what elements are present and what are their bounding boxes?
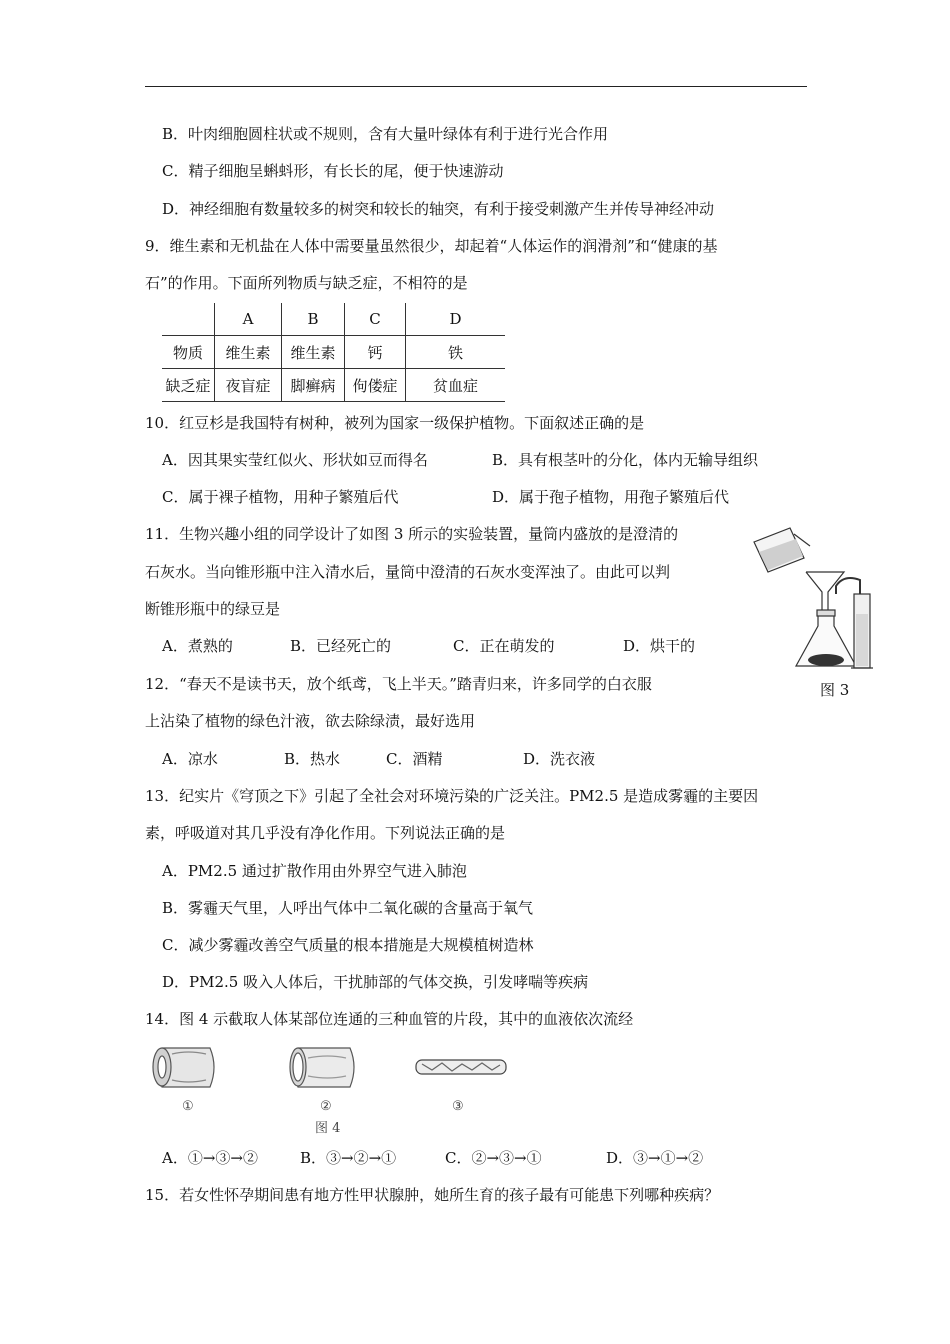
q9-table-cell: 维生素 <box>282 336 345 369</box>
q9-table-cell: 佝偻症 <box>345 369 406 402</box>
q9-table-cell: 物质 <box>162 336 215 369</box>
q9-table-cell: 贫血症 <box>406 369 506 402</box>
q15-stem: 15．若女性怀孕期间患有地方性甲状腺肿，她所生育的孩子最有可能患下列哪种疾病？ <box>145 1186 720 1204</box>
q11-option-c: C．正在萌发的 <box>453 637 555 655</box>
vessel-1-label: ① <box>182 1099 194 1114</box>
q9-table-row-deficiency <box>162 369 505 402</box>
q9-table-cell: 缺乏症 <box>162 369 215 402</box>
q12-option-a: A．凉水 <box>162 750 218 768</box>
q12-stem-line2: 上沾染了植物的绿色汁液，欲去除绿渍，最好选用 <box>145 712 476 730</box>
q10-option-d: D．属于孢子植物，用孢子繁殖后代 <box>492 488 730 506</box>
q13-option-c: C．减少雾霾改善空气质量的根本措施是大规模植树造林 <box>162 936 534 954</box>
q13-option-a: A．PM2.5 通过扩散作用由外界空气进入肺泡 <box>162 862 467 880</box>
vessel-3-capillary-icon <box>412 1056 512 1080</box>
q9-table-cell: 夜盲症 <box>215 369 282 402</box>
q11-stem-line2: 石灰水。当向锥形瓶中注入清水后，量筒中澄清的石灰水变浑浊了。由此可以判 <box>145 563 671 581</box>
q9-stem-line2: 石”的作用。下面所列物质与缺乏症，不相符的是 <box>145 274 468 292</box>
q9-table-row-substance <box>162 336 505 369</box>
q9-table-cell: C <box>345 303 406 336</box>
q12-option-b: B．热水 <box>284 750 341 768</box>
q9-stem-line1: 9．维生素和无机盐在人体中需要量虽然很少，却起着“人体运作的润滑剂”和“健康的基 <box>145 237 718 255</box>
q8-option-c: C．精子细胞呈蝌蚪形，有长长的尾，便于快速游动 <box>162 162 504 180</box>
q13-stem-line2: 素，呼吸道对其几乎没有净化作用。下列说法正确的是 <box>145 824 506 842</box>
figure-3-caption: 图 3 <box>820 681 850 699</box>
q9-table-header-row <box>162 303 505 336</box>
q9-table-cell: A <box>215 303 282 336</box>
q10-stem: 10．红豆杉是我国特有树种，被列为国家一级保护植物。下面叙述正确的是 <box>145 414 645 432</box>
q9-table-cell: 铁 <box>406 336 506 369</box>
q9-table-cell: 钙 <box>345 336 406 369</box>
q13-stem-line1: 13．纪实片《穹顶之下》引起了全社会对环境污染的广泛关注。PM2.5 是造成雾霾的主要因 <box>145 787 759 805</box>
q8-option-b: B．叶肉细胞圆柱状或不规则，含有大量叶绿体有利于进行光合作用 <box>162 125 609 143</box>
q14-option-b: B．③→②→① <box>300 1149 397 1167</box>
q13-option-d: D．PM2.5 吸入人体后，干扰肺部的气体交换，引发哮喘等疾病 <box>162 973 589 991</box>
q11-option-b: B．已经死亡的 <box>290 637 392 655</box>
q10-option-c: C．属于裸子植物，用种子繁殖后代 <box>162 488 399 506</box>
q12-option-d: D．洗衣液 <box>523 750 596 768</box>
vessel-2-label: ② <box>320 1099 332 1114</box>
q9-table-cell: B <box>282 303 345 336</box>
q14-option-c: C．②→③→① <box>445 1149 542 1167</box>
q9-table-cell <box>162 303 215 336</box>
header-rule <box>145 86 807 87</box>
vessel-3-label: ③ <box>452 1099 464 1114</box>
q12-option-c: C．酒精 <box>386 750 443 768</box>
q10-option-b: B．具有根茎叶的分化，体内无输导组织 <box>492 451 759 469</box>
q11-stem-line1: 11．生物兴趣小组的同学设计了如图 3 所示的实验装置，量筒内盛放的是澄清的 <box>145 525 679 543</box>
q9-table-cell: D <box>406 303 506 336</box>
figure-3-apparatus <box>748 522 883 672</box>
q14-option-a: A．①→③→② <box>162 1149 258 1167</box>
q8-option-d: D．神经细胞有数量较多的树突和较长的轴突，有利于接受刺激产生并传导神经冲动 <box>162 200 715 218</box>
q12-stem-line1: 12．“春天不是读书天，放个纸鸢，飞上半天。”踏青归来，许多同学的白衣服 <box>145 675 652 693</box>
q9-table <box>162 303 505 402</box>
q9-table-cell: 维生素 <box>215 336 282 369</box>
q11-option-d: D．烘干的 <box>623 637 696 655</box>
q14-stem: 14．图 4 示截取人体某部位连通的三种血管的片段，其中的血液依次流经 <box>145 1010 634 1028</box>
q10-option-a: A．因其果实莹红似火、形状如豆而得名 <box>162 451 428 469</box>
q14-option-d: D．③→①→② <box>606 1149 704 1167</box>
vessel-2-vein-icon <box>288 1040 368 1095</box>
q13-option-b: B．雾霾天气里，人呼出气体中二氧化碳的含量高于氧气 <box>162 899 534 917</box>
q9-table-cell: 脚癣病 <box>282 369 345 402</box>
q11-option-a: A．煮熟的 <box>162 637 233 655</box>
vessel-1-artery-icon <box>150 1040 230 1095</box>
q11-stem-line3: 断锥形瓶中的绿豆是 <box>145 600 281 618</box>
figure-4-caption: 图 4 <box>315 1121 341 1136</box>
